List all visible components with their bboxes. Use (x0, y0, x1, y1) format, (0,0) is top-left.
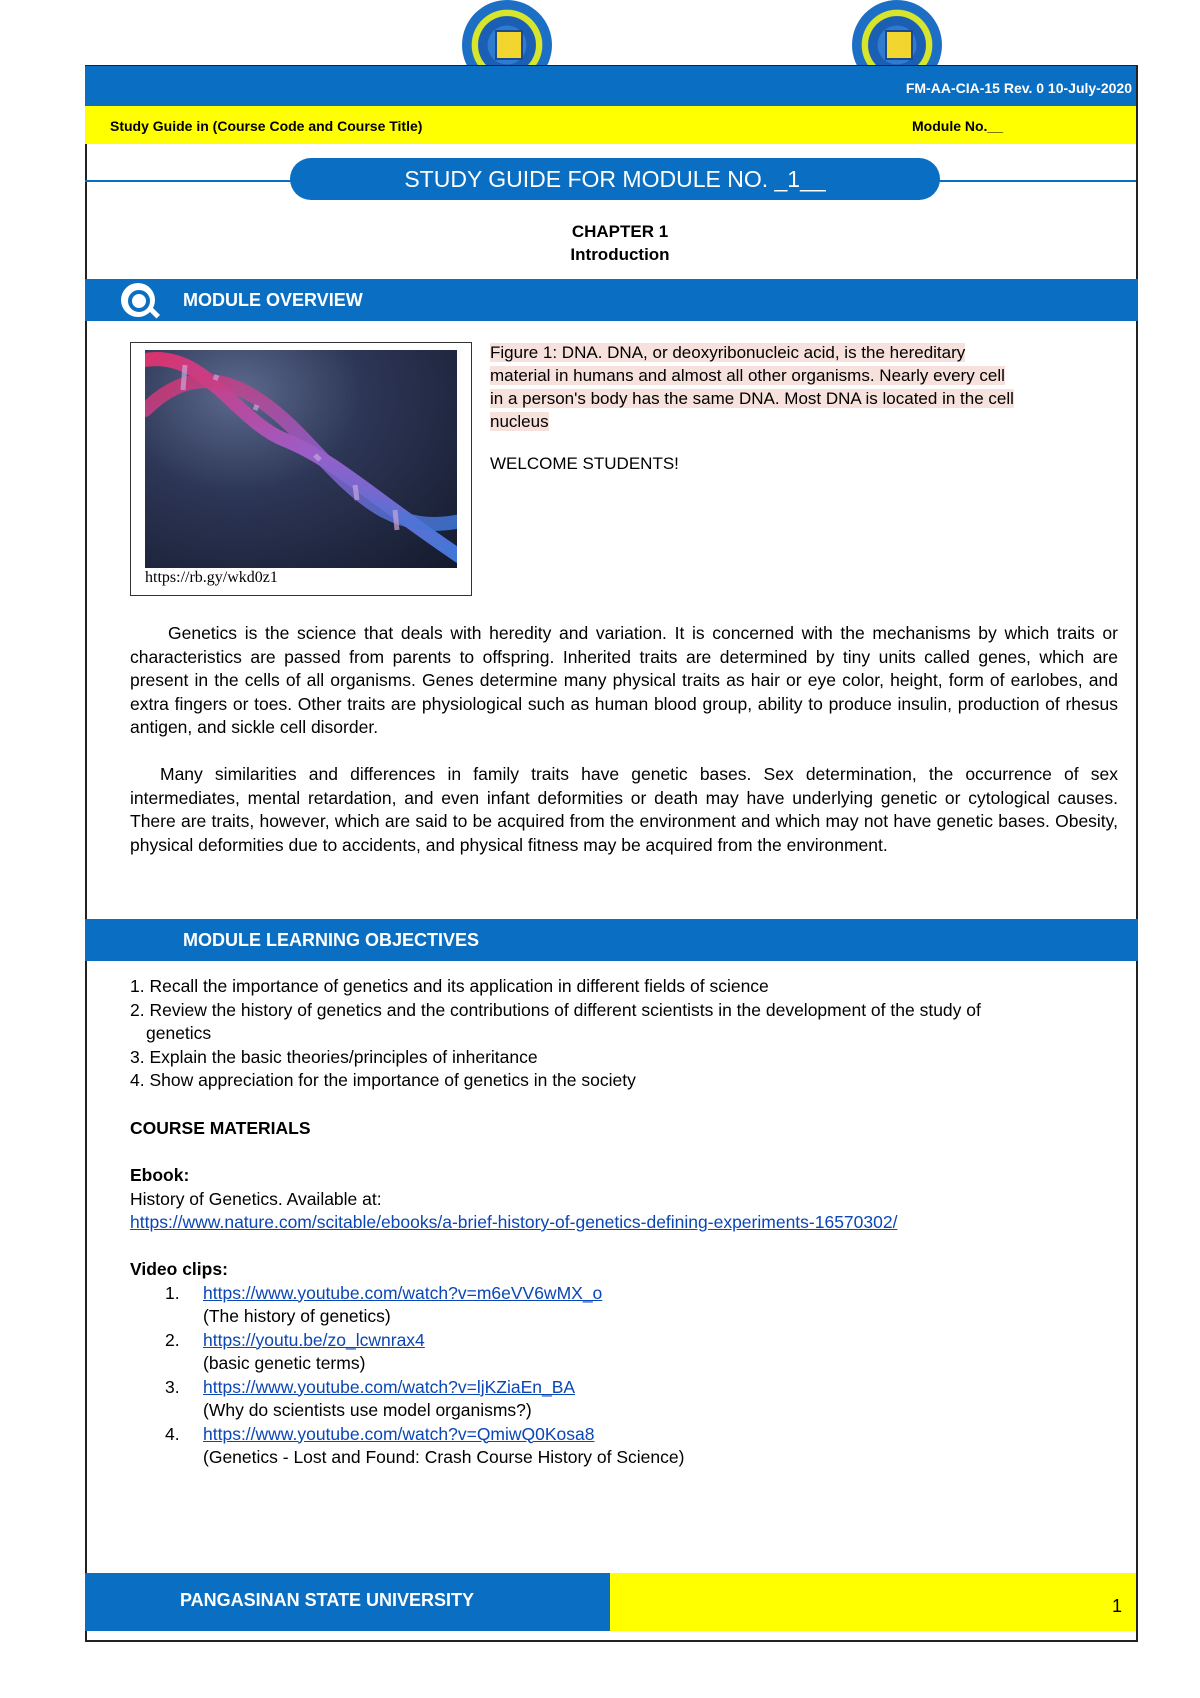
overview-paragraph-1: Genetics is the science that deals with heredity and variation. It is concerned with the mechanisms by which traits or characteristics are passed from parents to offspring. Inherited traits are determined by tiny units called genes, which are present in the cells of all organisms. Genes determine many physical traits as hair or eye color, height, form of earlobes, and extra fingers or toes. Other traits are physiological such as human blood group, ability to produce insulin, production of rhesus antigen, and sickle cell disorder. (130, 623, 1118, 737)
form-code: FM-AA-CIA-15 Rev. 0 10-July-2020 (905, 80, 1132, 96)
banner-line-left (85, 180, 295, 182)
video-description: (The history of genetics) (203, 1306, 391, 1326)
caption-line: nucleus (490, 412, 549, 431)
objective-item: 3. Explain the basic theories/principles of inheritance (130, 1046, 538, 1067)
figure-caption (490, 341, 1120, 433)
video-description-row (130, 1305, 1118, 1329)
caption-line: in a person's body has the same DNA. Most DNA is located in the cell (490, 389, 1014, 408)
module-banner: STUDY GUIDE FOR MODULE NO. _1__ (290, 158, 940, 200)
objectives-heading: MODULE LEARNING OBJECTIVES (183, 930, 480, 950)
ebook-label: Ebook: (130, 1165, 190, 1185)
video-item (130, 1329, 1118, 1353)
page-number: 1 (1112, 1596, 1123, 1616)
video-link[interactable]: https://www.youtube.com/watch?v=QmiwQ0Kosa8 (203, 1423, 595, 1444)
university-name: PANGASINAN STATE UNIVERSITY (180, 1590, 475, 1610)
course-materials-heading: COURSE MATERIALS (130, 1118, 311, 1138)
dna-image (145, 350, 457, 568)
caption-line: material in humans and almost all other organisms. Nearly every cell (490, 366, 1005, 385)
dna-figure (130, 342, 472, 596)
video-description: (Genetics - Lost and Found: Crash Course History of Science) (203, 1447, 685, 1467)
video-item (130, 1282, 1118, 1306)
welcome-text: WELCOME STUDENTS! (490, 454, 679, 473)
study-guide-title: Study Guide in (Course Code and Course Title) (110, 118, 423, 134)
caption-line: Figure 1: DNA. DNA, or deoxyribonucleic acid, is the hereditary (490, 343, 966, 362)
ebook-link[interactable]: https://www.nature.com/scitable/ebooks/a-brief-history-of-genetics-defining-experiments-16570302/ (130, 1212, 898, 1232)
objective-item-continued: genetics (146, 1023, 212, 1043)
banner-line-right (935, 180, 1136, 182)
video-number: 2. (165, 1329, 180, 1350)
chapter-number: CHAPTER 1 (571, 222, 669, 241)
objective-item: 2. Review the history of genetics and the contributions of different scientists in the development of the study of (130, 999, 981, 1020)
video-description-row (130, 1399, 1118, 1423)
objective-item: 1. Recall the importance of genetics and its application in different fields of science (130, 976, 769, 996)
objectives-bar (85, 919, 1138, 961)
ebook-title: History of Genetics. Available at: (130, 1188, 382, 1209)
objective-item: 4. Show appreciation for the importance of genetics in the society (130, 1070, 636, 1090)
video-link[interactable]: https://www.youtube.com/watch?v=m6eVV6wMX_o (203, 1282, 603, 1303)
module-number: Module No.__ (912, 118, 1004, 134)
video-description: (Why do scientists use model organisms?) (203, 1400, 532, 1420)
video-description: (basic genetic terms) (203, 1353, 366, 1373)
video-number: 1. (165, 1282, 180, 1303)
course-materials (130, 1117, 1118, 1470)
module-overview-heading: MODULE OVERVIEW (183, 290, 363, 310)
video-description-row (130, 1352, 1118, 1376)
video-item (130, 1376, 1118, 1400)
objectives-list (130, 975, 1118, 1093)
overview-paragraph-2: Many similarities and differences in family traits have genetic bases. Sex determination, the occurrence of sex intermediates, mental retardation, and even infant deformities or death may have underlying genetic or cytological causes. There are traits, however, which are said to be acquired from the environment and which may not have genetic bases. Obesity, physical deformities due to accidents, and physical fitness may be acquired from the environment. (130, 764, 1118, 855)
video-number: 3. (165, 1376, 180, 1397)
footer-yellow-bar (610, 1573, 1136, 1631)
video-link[interactable]: https://youtu.be/zo_lcwnrax4 (203, 1329, 425, 1350)
video-clips-label: Video clips: (130, 1259, 228, 1279)
video-description-row (130, 1446, 1118, 1470)
module-overview-bar (85, 279, 1138, 321)
video-link[interactable]: https://www.youtube.com/watch?v=ljKZiaEn_BA (203, 1376, 576, 1397)
video-number: 4. (165, 1423, 180, 1444)
video-item (130, 1423, 1118, 1447)
chapter-title: Introduction (570, 245, 670, 264)
image-source-url: https://rb.gy/wkd0z1 (145, 569, 278, 586)
search-icon (121, 283, 155, 317)
